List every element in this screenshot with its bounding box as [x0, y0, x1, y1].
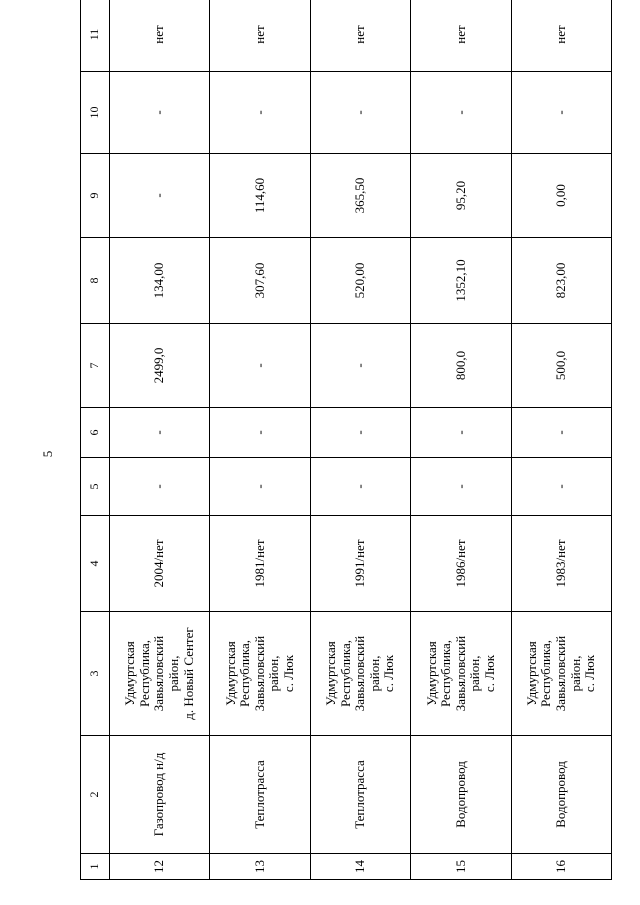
row-number-cell: 14 — [310, 854, 410, 880]
row-number-cell: 16 — [511, 854, 611, 880]
object-name-cell: Теплотрасса — [310, 736, 410, 854]
value-cell: 365,50 — [310, 154, 410, 238]
property-register-table — [80, 0, 612, 880]
value-cell: - — [511, 458, 611, 516]
value-cell: 307,60 — [210, 238, 310, 324]
value-cell: - — [210, 458, 310, 516]
object-name-cell: Водопровод — [411, 736, 511, 854]
value-cell: 500,0 — [511, 324, 611, 408]
encumbrance-cell: нет — [210, 0, 310, 72]
address-cell: Удмуртская Республика, Завьяловский район, с. Люк — [210, 612, 310, 736]
column-number: 11 — [81, 0, 110, 72]
address-cell: Удмуртская Республика, Завьяловский район, с. Люк — [310, 612, 410, 736]
row-number-cell: 13 — [210, 854, 310, 880]
value-cell: - — [310, 324, 410, 408]
encumbrance-cell: нет — [110, 0, 210, 72]
value-cell: - — [110, 72, 210, 154]
value-cell: - — [511, 408, 611, 458]
column-number: 4 — [81, 516, 110, 612]
year-cell: 1986/нет — [411, 516, 511, 612]
encumbrance-cell: нет — [310, 0, 410, 72]
row-number-cell: 15 — [411, 854, 511, 880]
encumbrance-cell: нет — [511, 0, 611, 72]
object-name-cell: Газопровод н/д — [110, 736, 210, 854]
value-cell: - — [210, 72, 310, 154]
value-cell: 2499,0 — [110, 324, 210, 408]
rotated-table-wrapper — [80, 18, 612, 880]
value-cell: - — [210, 324, 310, 408]
column-number: 9 — [81, 154, 110, 238]
value-cell: - — [411, 408, 511, 458]
value-cell: - — [310, 408, 410, 458]
value-cell: - — [511, 72, 611, 154]
value-cell: - — [210, 408, 310, 458]
value-cell: - — [310, 458, 410, 516]
table-row — [110, 0, 210, 880]
value-cell: 95,20 — [411, 154, 511, 238]
encumbrance-cell: нет — [411, 0, 511, 72]
column-number-row — [81, 0, 110, 880]
address-cell: Удмуртская Республика, Завьяловский район, с. Люк — [511, 612, 611, 736]
value-cell: - — [310, 72, 410, 154]
year-cell: 1981/нет — [210, 516, 310, 612]
object-name-cell: Теплотрасса — [210, 736, 310, 854]
value-cell: - — [411, 72, 511, 154]
column-number: 10 — [81, 72, 110, 154]
column-number: 3 — [81, 612, 110, 736]
page-number: 5 — [40, 450, 55, 458]
column-number: 5 — [81, 458, 110, 516]
value-cell: 134,00 — [110, 238, 210, 324]
column-number: 1 — [81, 854, 110, 880]
value-cell: - — [110, 458, 210, 516]
year-cell: 2004/нет — [110, 516, 210, 612]
value-cell: 800,0 — [411, 324, 511, 408]
column-number: 2 — [81, 736, 110, 854]
value-cell: - — [110, 154, 210, 238]
row-number-cell: 12 — [110, 854, 210, 880]
value-cell: - — [110, 408, 210, 458]
table-row — [411, 0, 511, 880]
value-cell: - — [411, 458, 511, 516]
value-cell: 1352,10 — [411, 238, 511, 324]
value-cell: 520,00 — [310, 238, 410, 324]
address-cell: Удмуртская Республика, Завьяловский район, д. Новый Сентег — [110, 612, 210, 736]
table-row — [511, 0, 611, 880]
value-cell: 823,00 — [511, 238, 611, 324]
column-number: 7 — [81, 324, 110, 408]
year-cell: 1991/нет — [310, 516, 410, 612]
year-cell: 1983/нет — [511, 516, 611, 612]
column-number: 6 — [81, 408, 110, 458]
object-name-cell: Водопровод — [511, 736, 611, 854]
column-number: 8 — [81, 238, 110, 324]
table-row — [210, 0, 310, 880]
address-cell: Удмуртская Республика, Завьяловский район, с. Люк — [411, 612, 511, 736]
table-row — [310, 0, 410, 880]
value-cell: 114,60 — [210, 154, 310, 238]
table-body — [81, 0, 612, 880]
value-cell: 0,00 — [511, 154, 611, 238]
